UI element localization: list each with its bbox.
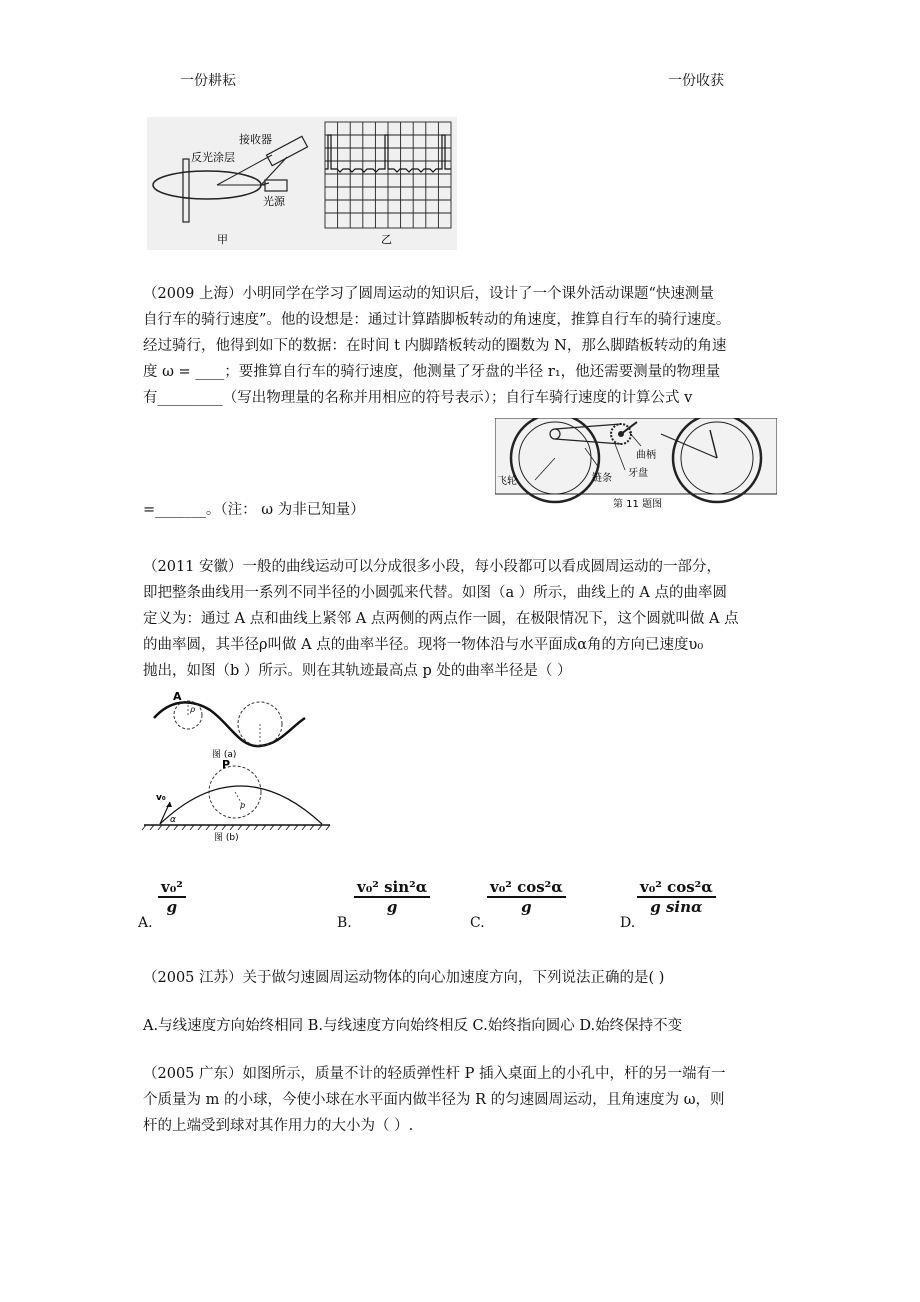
q4-line-3: 杆的上端受到球对其作用力的大小为（ ）. [143,1118,414,1134]
label-chain: 链条 [592,473,612,484]
header-right: 一份收获 [668,73,724,89]
label-reflective: 反光涂层 [191,151,235,164]
label-flywheel: 飞轮 [497,476,517,487]
option-b-numerator: v₀² sin²α [354,878,430,898]
header-left: 一份耕耘 [180,73,236,89]
question-2005-jiangsu: （2005 江苏）关于做匀速圆周运动物体的向心加速度方向，下列说法正确的是( ) [143,970,665,986]
q1-line-4: 度 ω = ____；要推算自行车的骑行速度，他测量了牙盘的半径 r₁，他还需要测量的物理量 [143,364,721,380]
option-d-numerator: v₀² cos²α [637,878,716,898]
label-receiver: 接收器 [239,133,272,146]
q2-line-1: （2011 安徽）一般的曲线运动可以分成很多小段，每小段都可以看成圆周运动的一部分， [143,559,722,575]
figure-disc-oscilloscope [147,117,457,250]
option-a-numerator: v₀² [158,878,186,898]
option-d-formula [637,878,716,916]
label-point-p: P [222,758,231,771]
label-rho-a: ρ [190,705,196,714]
question-2009-shanghai [143,281,783,411]
pulse-signal [325,135,451,172]
question-2011-anhui [143,554,783,684]
figure-bicycle [495,418,777,513]
label-alpha: α [170,815,176,825]
q4-line-2: 个质量为 m 的小球，今使小球在水平面内做半径为 R 的匀速圆周运动，且角速度为 ω，则 [143,1092,725,1108]
option-b-label: B. [337,915,352,931]
option-a-formula [158,878,186,916]
q2-line-3: 定义为：通过 A 点和曲线上紧邻 A 点两侧的两点作一圆，在极限情况下，这个圆就叫做 A 点 [143,611,739,627]
q2-line-2: 即把整条曲线用一系列不同半径的小圆弧来代替。如图（a ）所示，曲线上的 A 点的曲率圆 [143,585,727,601]
label-crank: 曲柄 [636,450,656,461]
option-b-denominator: g [386,898,398,916]
option-a-label: A. [138,915,153,931]
option-c-label: C. [470,915,485,931]
option-b-formula [354,878,430,916]
label-jia: 甲 [217,233,228,246]
option-a-denominator: g [166,898,178,916]
label-rho-p: ρ [240,801,246,810]
q1-line-3: 经过骑行，他得到如下的数据：在时间 t 内脚踏板转动的圈数为 N，那么脚踏板转动的角速 [143,338,727,354]
option-c-denominator: g [521,898,532,916]
label-point-a: A [173,690,182,703]
q3-options: A.与线速度方向始终相同 B.与线速度方向始终相反 C.始终指向圆心 D.始终保持不变 [143,1018,683,1034]
q2-line-5: 抛出，如图（b ）所示。则在其轨迹最高点 p 处的曲率半径是（ ） [143,663,572,679]
label-yi: 乙 [381,233,392,246]
option-c-numerator: v₀² cos²α [487,878,566,898]
q1-line-1: （2009 上海）小明同学在学习了圆周运动的知识后，设计了一个课外活动课题“快速测量 [143,286,714,302]
q1-line-2: 自行车的骑行速度”。他的设想是：通过计算踏脚板转动的角速度，推算自行车的骑行速度。 [143,312,731,328]
option-d-denominator: g sinα [650,898,703,916]
caption-b: 图 (b) [214,833,239,843]
q1-line-5: 有_________（写出物理量的名称并用相应的符号表示）；自行车骑行速度的计算公式 v [143,390,693,406]
q1-line-6: =_______。（注： ω 为非已知量） [143,502,365,518]
figure-caption: 第 11 题图 [613,499,663,510]
label-chainring: 牙盘 [628,468,648,479]
question-2005-guangdong [143,1061,783,1139]
figure-curvature [140,688,340,843]
caption-a: 图 (a) [212,750,237,760]
option-c-formula [487,878,566,916]
q4-line-1: （2005 广东）如图所示，质量不计的轻质弹性杆 P 插入桌面上的小孔中，杆的另一端有一 [143,1066,726,1082]
q2-line-4: 的曲率圆，其半径ρ叫做 A 点的曲率半径。现将一物体沿与水平面成α角的方向已速度υ₀ [143,637,704,653]
label-source: 光源 [263,195,285,208]
label-v0: v₀ [156,793,166,803]
option-d-label: D. [620,915,636,931]
